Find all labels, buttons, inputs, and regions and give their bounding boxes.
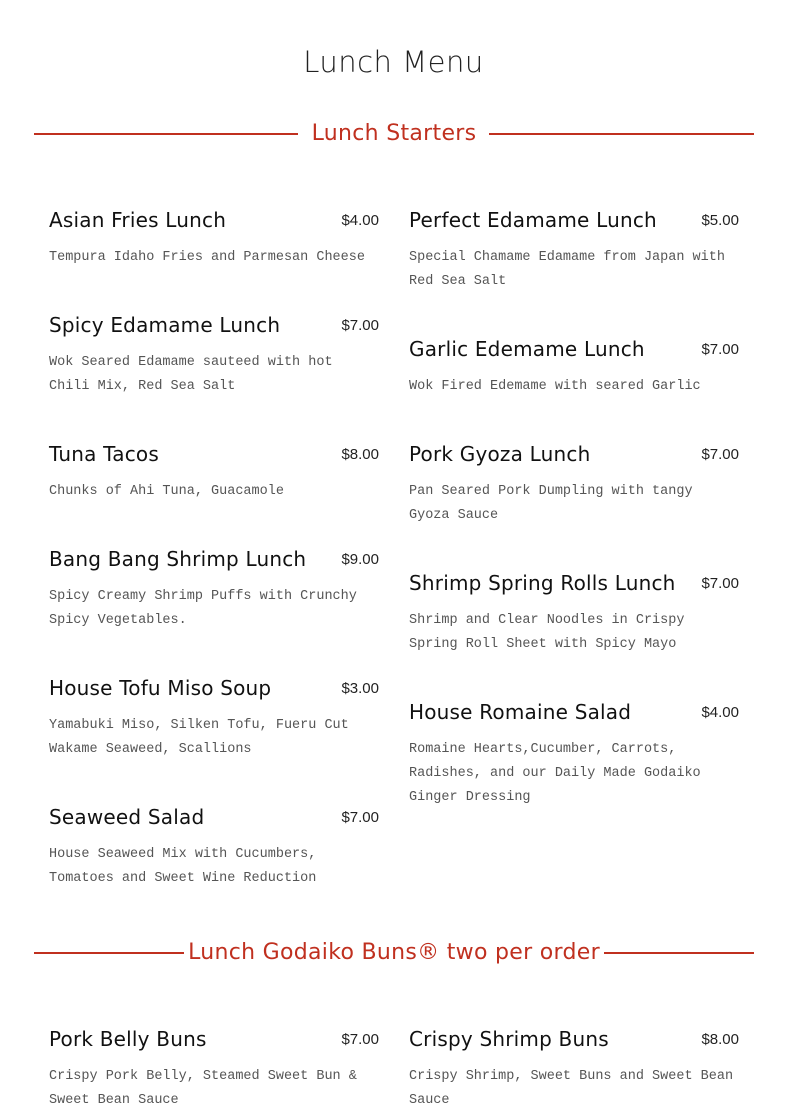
item-name: Asian Fries Lunch [49,208,227,232]
item-price: $7.00 [701,446,739,463]
item-price: $3.00 [341,680,379,697]
item-description: Spicy Creamy Shrimp Puffs with Crunchy Spicy Vegetables. [49,589,357,628]
item-name: Tuna Tacos [49,442,159,466]
section-title: Lunch Starters [311,121,477,146]
item-name: Pork Gyoza Lunch [409,442,591,466]
item-description: Pan Seared Pork Dumpling with tangy Gyoza Sauce [409,484,693,523]
item-description: Shrimp and Clear Noodles in Crispy Spring Roll Sheet with Spicy Mayo [409,613,685,652]
item-description: Chunks of Ahi Tuna, Guacamole [49,484,284,499]
item-description: Tempura Idaho Fries and Parmesan Cheese [49,250,365,265]
item-description: Wok Fired Edemame with seared Garlic [409,379,701,394]
item-price: $4.00 [341,212,379,229]
item-name: Crispy Shrimp Buns [409,1027,609,1051]
item-description: Crispy Pork Belly, Steamed Sweet Bun & Sweet Bean Sauce [49,1069,357,1108]
item-description: Special Chamame Edamame from Japan with Red Sea Salt [409,250,725,289]
item-price: $7.00 [341,809,379,826]
item-description: Wok Seared Edamame sauteed with hot Chili Mix, Red Sea Salt [49,355,333,394]
item-price: $4.00 [701,704,739,721]
section-title: Lunch Godaiko Buns® two per order [188,940,600,965]
item-description: Romaine Hearts,Cucumber, Carrots, Radishes, and our Daily Made Godaiko Ginger Dressing [409,742,701,805]
item-name: Perfect Edamame Lunch [409,208,657,232]
item-price: $7.00 [341,317,379,334]
item-description: Yamabuki Miso, Silken Tofu, Fueru Cut Wakame Seaweed, Scallions [49,718,349,757]
item-price: $7.00 [701,341,739,358]
item-name: Seaweed Salad [49,805,205,829]
item-price: $7.00 [341,1031,379,1048]
section-header-lunch-starters [34,114,754,154]
item-name: Spicy Edamame Lunch [49,313,281,337]
item-name: Garlic Edemame Lunch [409,337,645,361]
item-name: Bang Bang Shrimp Lunch [49,547,307,571]
item-description: House Seaweed Mix with Cucumbers, Tomatoes and Sweet Wine Reduction [49,847,317,886]
item-price: $8.00 [341,446,379,463]
item-description: Crispy Shrimp, Sweet Buns and Sweet Bean Sauce [409,1069,734,1108]
item-price: $7.00 [701,575,739,592]
item-name: Pork Belly Buns [49,1027,207,1051]
item-price: $5.00 [701,212,739,229]
item-price: $9.00 [341,551,379,568]
item-name: Shrimp Spring Rolls Lunch [409,571,676,595]
item-name: House Tofu Miso Soup [49,676,272,700]
section-header-godaiko-buns [34,933,754,973]
item-name: House Romaine Salad [409,700,632,724]
item-price: $8.00 [701,1031,739,1048]
page-title: Lunch Menu [303,45,484,79]
